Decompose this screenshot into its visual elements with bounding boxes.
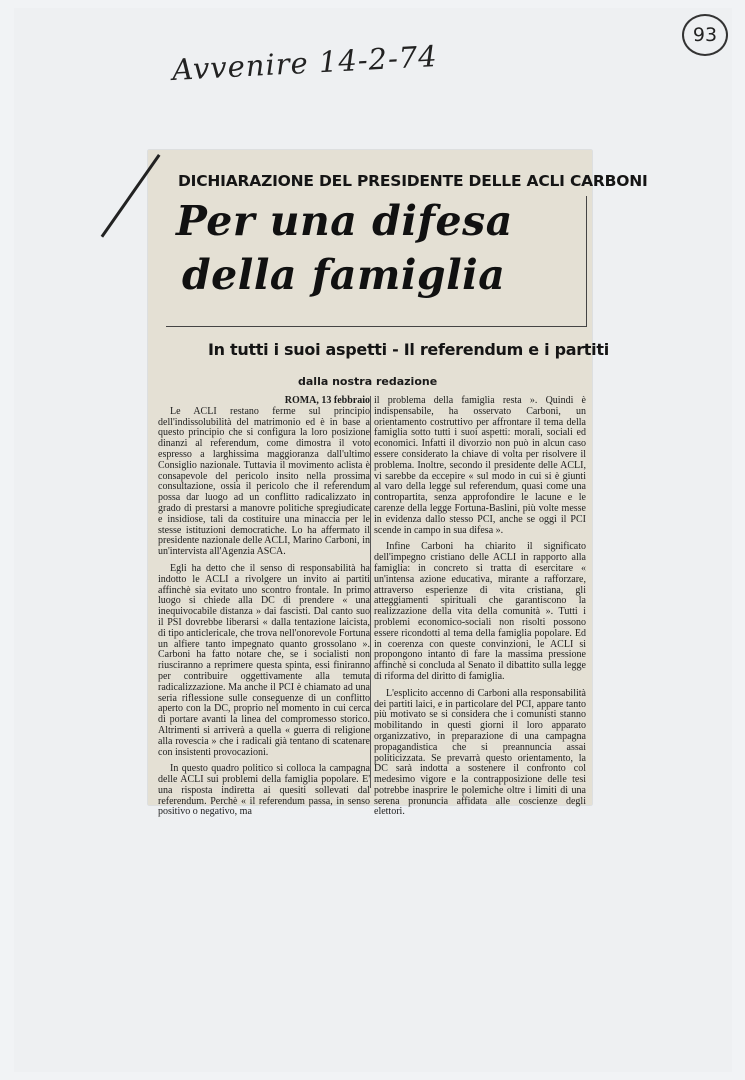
newspaper-clipping [148, 150, 648, 818]
paragraph: Infine Carboni ha chiarito il significato dell'impegno cristiano delle ACLI in rapporto alla famiglia: in concreto si tratta di esercitare « un'intensa azione educativa, mirante a rafforzare, attraverso esperienze di vita cristiana, gli atteggiamenti spirituali che garantiscono la realizzazione della vita della comunità ». Tutti i problemi economico-sociali non risolti possono essere ricondotti al tema della famiglia popolare. Ed in coerenza con queste convinzioni, le ACLI si propongono intanto di fare la massima pressione affinchè si concluda al Senato il dibattito sulla legge di riforma del diritto di famiglia. [374, 541, 586, 682]
article-column-left [158, 396, 370, 824]
headline-line-2: della famiglia [182, 251, 506, 299]
headline [176, 194, 576, 302]
kicker: DICHIARAZIONE DEL PRESIDENTE DELLE ACLI CARBONI [178, 172, 648, 190]
subheadline: In tutti i suoi aspetti - Il referendum e i partiti [208, 340, 609, 359]
paragraph: il problema della famiglia resta ». Quindi è indispensabile, ha osservato Carboni, un orientamento costruttivo per affrontare il tema della famiglia sotto tutti i suoi aspetti: morali, sociali ed economici. Infatti il divorzio non può in alcun caso essere considerato la chiave di volta per risolvere il problema. Inoltre, secondo il presidente delle ACLI, vi sarebbe da eccepire « sul modo in cui si è giunti al varo della legge sul referendum, quasi come una contropartita, senza approfondire le lacune e le carenze della legge Fortuna-Baslini, più volte messe in evidenza dallo stesso PCI, anche se oggi il PCI scende in campo in sua difesa ». [374, 395, 586, 536]
page-number: 93 [692, 24, 718, 46]
article-column-right [374, 396, 586, 824]
paragraph: In questo quadro politico si colloca la campagna delle ACLI sui problemi della famiglia popolare. E' una risposta indiretta ai quesiti sollevati dal referendum. Perchè « il referendum passa, in senso positivo o negativo, ma [158, 763, 370, 818]
byline: dalla nostra redazione [298, 375, 438, 388]
paragraph: Egli ha detto che il senso di responsabilità ha indotto le ACLI a rivolgere un invito ai partiti affinchè sia evitato uno scontro frontale. In primo luogo si chiede alla DC di prendere « una inequivocabile distanza » dai fascisti. Dal canto suo il PSI dovrebbe liberarsi « dalla tentazione laicista, di tipo anticlericale, che trova nell'onorevole Fortuna un alfiere tanto impegnato quanto grossolano ». Carboni ha fatto notare che, se i socialisti non riusciranno a reprimere questa spinta, essi finiranno per contribuire oggettivamente alla temuta radicalizzazione. Ma anche il PCI è chiamato ad una seria riflessione sulle conseguenze di un conflitto aperto con la DC, proprio nel momento in cui cerca di portare avanti la linea del compromesso storico. Altrimenti si arriverà a quella « guerra di religione alla rovescia » che i radicali già tentano di scatenare con insistenti provocazioni. [158, 562, 371, 758]
dateline: ROMA, 13 febbraio [284, 395, 370, 406]
paragraph: Le ACLI restano ferme sul principio dell'indissolubilità del matrimonio ed è in base a questo principio che si configura la loro posizione dinanzi al referendum, come dimostra il voto espresso a larghissima maggioranza dall'ultimo Consiglio nazionale. Tuttavia il movimento aclista è consapevole del pericolo insito nella prossima consultazione, ossia il pericolo che il referendum possa dar luogo ad un conflitto radicalizzato in grado di prestarsi a manovre politiche spregiudicate e insidiose, tali da costituire una minaccia per le stesse istituzioni democratiche. Lo ha affermato il presidente nazionale delle ACLI, Marino Carboni, in un'intervista all'Agenzia ASCA. [158, 405, 370, 558]
paragraph: L'esplicito accenno di Carboni alla responsabilità dei partiti laici, e in particolare del PCI, appare tanto più motivato se si considera che i comunisti stanno mobilitando in questi giorni il loro apparato organizzativo, in preparazione di una campagna propagandistica che si preannuncia assai politicizzata. Se prevarrà questo orientamento, la DC sarà indotta a sostenere il confronto col medesimo vigore e la contrapposizione delle tesi potrebbe inasprire le polemiche oltre i limiti di una serena pronuncia affidata alle coscienze degli elettori. [374, 687, 586, 818]
column-divider [370, 396, 371, 788]
page-number-circle [682, 14, 728, 56]
headline-line-1: Per una difesa [176, 197, 513, 245]
handwritten-source-note: Avvenire 14-2-74 [171, 39, 439, 87]
